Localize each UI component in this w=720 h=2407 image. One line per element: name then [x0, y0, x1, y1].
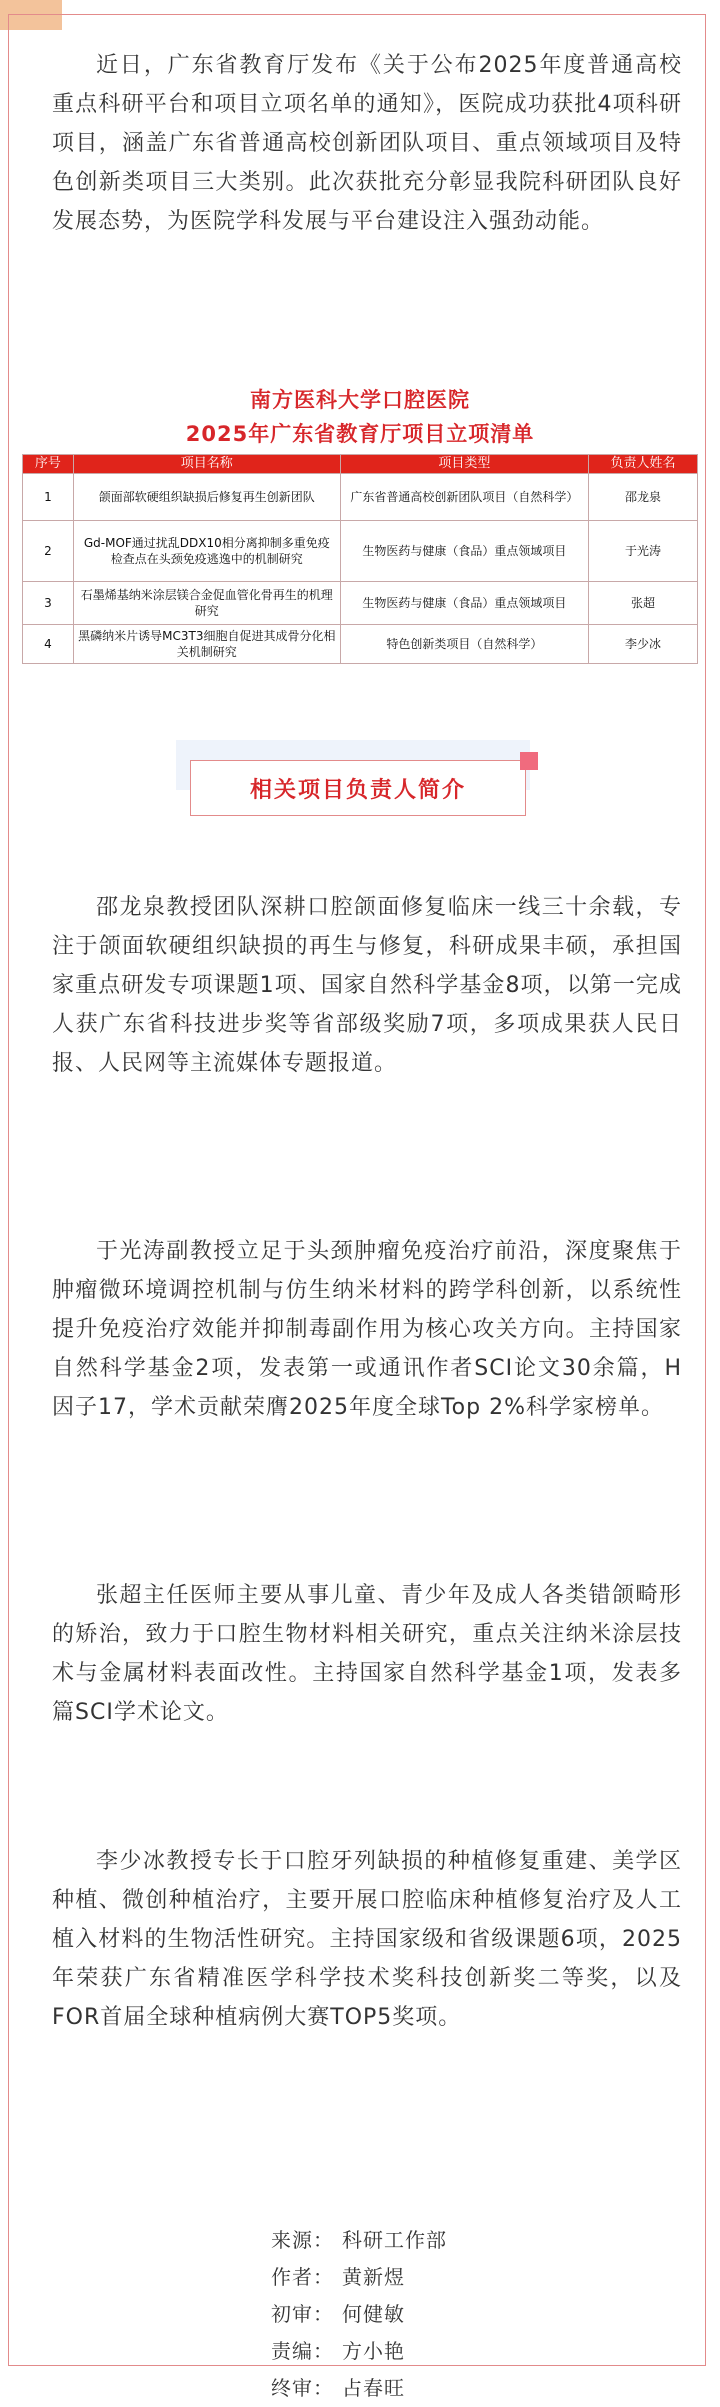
cell-name: 颌面部软硬组织缺损后修复再生创新团队	[73, 474, 340, 521]
cell-type: 广东省普通高校创新团队项目（自然科学）	[340, 474, 588, 521]
cell-leader: 张超	[588, 582, 697, 625]
cell-leader: 邵龙泉	[588, 474, 697, 521]
table-title-line1: 南方医科大学口腔医院	[250, 388, 470, 412]
credits-block	[0, 2222, 720, 2407]
header-type: 项目类型	[340, 455, 588, 474]
cell-name: Gd-MOF通过扰乱DDX10相分离抑制多重免疫检查点在头颈免疫逃逸中的机制研究	[73, 521, 340, 582]
table-row	[23, 521, 698, 582]
bio-paragraph-yu: 于光涛副教授立足于头颈肿瘤免疫治疗前沿，深度聚焦于肿瘤微环境调控机制与仿生纳米材料的跨学科创新，以系统性提升免疫治疗效能并抑制毒副作用为核心攻关方向。主持国家自然科学基金2项，发表第一或通讯作者SCI论文30余篇，H因子17，学术贡献荣膺2025年度全球Top 2%科学家榜单。	[52, 1239, 682, 1420]
section-title-ornament	[520, 752, 538, 770]
bio-paragraph-li: 李少冰教授专长于口腔牙列缺损的种植修复重建、美学区种植、微创种植治疗，主要开展口腔临床种植修复治疗及人工植入材料的生物活性研究。主持国家级和省级课题6项，2025年荣获广东省精准医学科学技术奖科技创新奖二等奖，以及FOR首届全球种植病例大赛TOP5奖项。	[52, 1849, 682, 2030]
section-title: 相关项目负责人简介	[190, 760, 526, 816]
credit-author	[0, 2259, 720, 2296]
table-row	[23, 474, 698, 521]
project-table	[22, 454, 698, 664]
credit-label: 终审：	[271, 2376, 334, 2400]
header-no: 序号	[23, 455, 74, 474]
header-name: 项目名称	[73, 455, 340, 474]
credit-label: 初审：	[271, 2302, 334, 2326]
credit-label: 来源：	[271, 2228, 334, 2252]
table-header-row	[23, 455, 698, 474]
cell-no: 1	[23, 474, 74, 521]
credit-editor	[0, 2333, 720, 2370]
credit-label: 作者：	[271, 2265, 334, 2289]
credit-value: 占春旺	[342, 2376, 405, 2400]
cell-leader: 李少冰	[588, 625, 697, 664]
credit-source	[0, 2222, 720, 2259]
header-leader: 负责人姓名	[588, 455, 697, 474]
cell-name: 黑磷纳米片诱导MC3T3细胞自促进其成骨分化相关机制研究	[73, 625, 340, 664]
credit-final-review	[0, 2370, 720, 2407]
intro-paragraph: 近日，广东省教育厅发布《关于公布2025年度普通高校重点科研平台和项目立项名单的通知》，医院成功获批4项科研项目，涵盖广东省普通高校创新团队项目、重点领域项目及特色创新类项目三大类别。此次获批充分彰显我院科研团队良好发展态势，为医院学科发展与平台建设注入强劲动能。	[52, 53, 682, 234]
table-row	[23, 625, 698, 664]
credit-label: 责编：	[271, 2339, 334, 2363]
cell-leader: 于光涛	[588, 521, 697, 582]
bio-paragraph-zhang: 张超主任医师主要从事儿童、青少年及成人各类错颌畸形的矫治，致力于口腔生物材料相关研究，重点关注纳米涂层技术与金属材料表面改性。主持国家自然科学基金1项，发表多篇SCI学术论文。	[52, 1583, 682, 1725]
table-row	[23, 582, 698, 625]
cell-type: 生物医药与健康（食品）重点领域项目	[340, 521, 588, 582]
cell-no: 2	[23, 521, 74, 582]
credit-value: 何健敏	[342, 2302, 405, 2326]
cell-type: 特色创新类项目（自然科学）	[340, 625, 588, 664]
credit-first-review	[0, 2296, 720, 2333]
bio-paragraph-shao: 邵龙泉教授团队深耕口腔颌面修复临床一线三十余载，专注于颌面软硬组织缺损的再生与修复，科研成果丰硕，承担国家重点研发专项课题1项、国家自然科学基金8项，以第一完成人获广东省科技进步奖等省部级奖励7项，多项成果获人民日报、人民网等主流媒体专题报道。	[52, 895, 682, 1076]
cell-no: 3	[23, 582, 74, 625]
cell-name: 石墨烯基纳米涂层镁合金促血管化骨再生的机理研究	[73, 582, 340, 625]
credit-value: 科研工作部	[342, 2228, 447, 2252]
cell-type: 生物医药与健康（食品）重点领域项目	[340, 582, 588, 625]
credit-value: 方小艳	[342, 2339, 405, 2363]
credit-value: 黄新煜	[342, 2265, 405, 2289]
cell-no: 4	[23, 625, 74, 664]
table-title-line2: 2025年广东省教育厅项目立项清单	[185, 422, 535, 446]
